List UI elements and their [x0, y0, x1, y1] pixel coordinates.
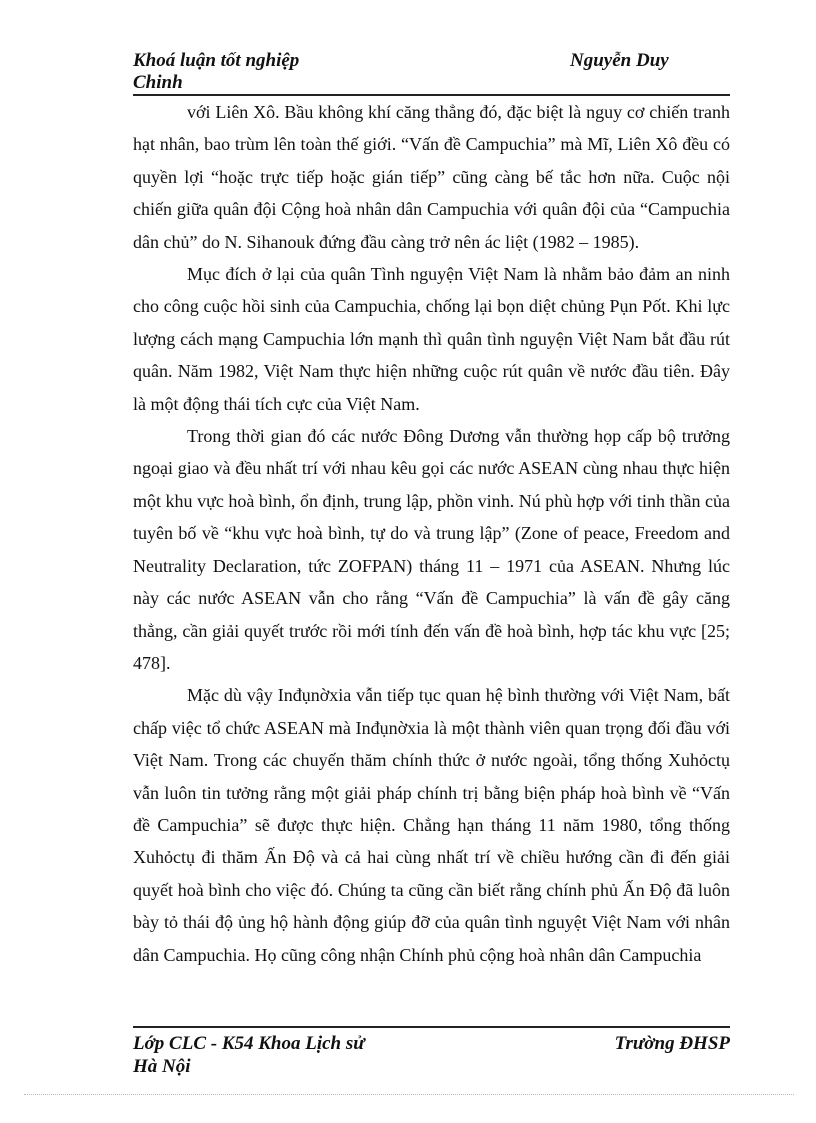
paragraph: Mục đích ở lại của quân Tình nguyện Việt Nam là nhằm bảo đảm an ninh cho công cuộc hồi sinh của Campuchia, chống lại bọn diệt chủng Pụn Pốt. Khi lực lượng cách mạng Campuchia lớn mạnh thì quân tình nguyện Việt Nam bắt đầu rút quân. Năm 1982, Việt Nam thực hiện những cuộc rút quân về nước đầu tiên. Đây là một động thái tích cực của Việt Nam. [133, 264, 730, 414]
paragraph: với Liên Xô. Bầu không khí căng thẳng đó, đặc biệt là nguy cơ chiến tranh hạt nhân, bao trùm lên toàn thế giới. “Vấn đề Campuchia” mà Mĩ, Liên Xô đều có quyền lợi “hoặc trực tiếp hoặc gián tiếp” cũng càng bế tắc hơn nữa. Cuộc nội chiến giữa quân đội Cộng hoà nhân dân Campuchia với quân đội của “Campuchia dân chủ” do N. Sihanouk đứng đầu càng trở nên ác liệt (1982 – 1985). [133, 102, 730, 252]
footer-class-line2: Hà Nội [133, 1056, 191, 1077]
footer-class-info [133, 1032, 433, 1078]
body-text [133, 96, 730, 971]
page-footer [133, 1026, 730, 1078]
header-title-line2: Chinh [133, 72, 183, 93]
paragraph: Mặc dù vậy Inđụnờxia vẫn tiếp tục quan hệ bình thường với Việt Nam, bất chấp việc tổ chức ASEAN mà Inđụnờxia là một thành viên quan trọng đối đầu với Việt Nam. Trong các chuyến thăm chính thức ở nước ngoài, tổng thống Xuhỏctụ vẫn luôn tin tưởng rằng một giải pháp chính trị bằng biện pháp hoà bình về “Vấn đề Campuchia” sẽ được thực hiện. Chẳng hạn tháng 11 năm 1980, tổng thống Xuhỏctụ đi thăm Ấn Độ và cả hai cùng nhất trí về chiều hướng cần đi đến giải quyết hoà bình cho việc đó. Chúng ta cũng cần biết rằng chính phủ Ấn Độ đã luôn bày tỏ thái độ ủng hộ hành động giúp đỡ của quân tình nguyệt Việt Nam với nhân dân Campuchia. Họ cũng công nhận Chính phủ cộng hoà nhân dân Campuchia [133, 685, 730, 965]
page-header [133, 50, 730, 96]
page-bottom-divider [24, 1094, 794, 1095]
header-title-line1: Khoá luận tốt nghiệp [133, 50, 300, 71]
footer-class-line1: Lớp CLC - K54 Khoa Lịch sử [133, 1033, 365, 1054]
header-author: Nguyễn Duy [570, 50, 669, 71]
paragraph: Trong thời gian đó các nước Đông Dương vẫn thường họp cấp bộ trưởng ngoại giao và đều nhất trí với nhau kêu gọi các nước ASEAN cùng nhau thực hiện một khu vực hoà bình, ổn định, trung lập, phồn vinh. Nú phù hợp với tinh thần của tuyên bố về “khu vực hoà bình, tự do và trung lập” (Zone of peace, Freedom and Neutrality Declaration, tức ZOFPAN) tháng 11 – 1971 của ASEAN. Nhưng lúc này các nước ASEAN vẫn cho rằng “Vấn đề Campuchia” là vấn đề gây căng thẳng, cần giải quyết trước rồi mới tính đến vấn đề hoà bình, hợp tác khu vực [25; 478]. [133, 426, 730, 673]
header-thesis-title [133, 50, 433, 94]
footer-university: Trường ĐHSP [614, 1033, 730, 1054]
